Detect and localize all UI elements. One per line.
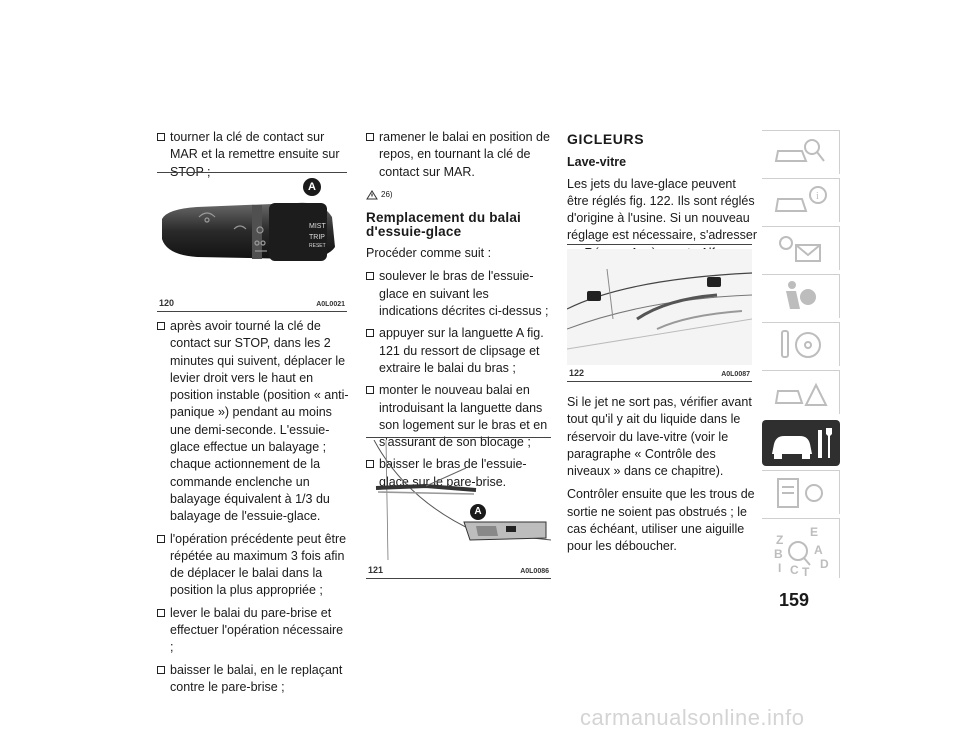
checkbox-bullet-icon — [366, 386, 374, 394]
stalk-label-reset: RESET — [309, 243, 326, 249]
intro-text: Procéder comme suit : — [366, 246, 492, 261]
airbag-person-icon — [762, 275, 840, 319]
tab-safety[interactable] — [762, 274, 840, 318]
paragraph: Si le jet ne sort pas, vérifier avant tout qu'il y ait du liquide dans le réservoir du lave-vitre (voir le paragraphe « Contrôle des niveaux » dans ce chapitre). — [567, 395, 752, 479]
warning-hand-icon — [366, 190, 378, 200]
svg-text:i: i — [816, 191, 819, 202]
tab-technical-data[interactable] — [762, 470, 840, 514]
index-letter: Z — [776, 533, 784, 547]
car-wrench-icon — [762, 420, 840, 466]
checkbox-bullet-icon — [366, 329, 374, 337]
stalk-label-mist: MIST — [309, 223, 326, 230]
car-warning-triangle-icon — [762, 371, 840, 415]
checkbox-bullet-icon — [366, 272, 374, 280]
subsection-heading: Lave-vitre — [567, 155, 627, 170]
paragraph: Contrôler ensuite que les trous de sortie ne soient pas obstrués ; le cas échéant, utiliser une aiguille pour les déboucher. — [567, 487, 755, 554]
checkbox-bullet-icon — [157, 322, 165, 330]
figure-code: A0L0087 — [721, 371, 750, 378]
figure-number: 122 — [569, 368, 585, 378]
list-item: ramener le balai en position de repos, en tournant la clé de contact sur MAR. — [366, 129, 551, 181]
figure-code: A0L0021 — [316, 301, 345, 308]
list-item: lever le balai du pare-brise et effectuer l'opération nécessaire ; — [157, 605, 349, 657]
wiper-blade-removal-illustration — [366, 440, 551, 560]
callout-a: A — [303, 178, 321, 196]
specs-gear-icon — [762, 471, 840, 515]
checkbox-bullet-icon — [157, 535, 165, 543]
figure-number: 121 — [368, 565, 384, 575]
index-letter: I — [778, 561, 782, 575]
list-item: tourner la clé de contact sur MAR et la remettre ensuite sur STOP ; — [157, 129, 347, 181]
section-heading: Remplacement du balai d'essuie-glace — [366, 210, 521, 240]
column-3-continued — [567, 394, 759, 562]
index-letter: D — [820, 557, 829, 571]
car-info-icon — [762, 179, 840, 223]
figure-code: A0L0086 — [520, 568, 549, 575]
index-letter: T — [802, 565, 810, 579]
tab-safety-info[interactable] — [762, 178, 840, 222]
callout-a: A — [470, 504, 486, 520]
column-1-continued — [157, 318, 349, 701]
page-number: 159 — [779, 590, 810, 610]
index-letter: A — [814, 543, 823, 557]
car-search-icon — [762, 131, 840, 175]
tab-starting-driving[interactable] — [762, 322, 840, 366]
list-item: monter le nouveau balai en introduisant la languette dans son logement sur le bras et en s'assurant de son blocage ; — [366, 382, 551, 451]
windshield-jets-illustration — [567, 249, 752, 365]
figure-120 — [157, 172, 347, 312]
list-item: l'opération précédente peut être répétée au maximum 3 fois afin de déplacer le balai dans la position la plus appropriée ; — [157, 531, 349, 600]
warning-note: 26) — [366, 186, 551, 203]
watermark: carmanualsonline.info — [580, 705, 805, 730]
tab-warning-lights[interactable] — [762, 226, 840, 270]
list-item: appuyer sur la languette A fig. 121 du ressort de clipsage et extraire le balai du bras ; — [366, 325, 551, 377]
checkbox-bullet-icon — [157, 666, 165, 674]
index-letter: C — [790, 563, 799, 577]
index-letter: B — [774, 547, 783, 561]
steering-key-icon — [762, 323, 840, 367]
list-item: soulever le bras de l'essuie-glace en suivant les indications décrites ci-dessus ; — [366, 268, 551, 320]
list-item: baisser le balai, en le replaçant contre le pare-brise ; — [157, 662, 349, 697]
list-item: après avoir tourné la clé de contact sur STOP, dans les 2 minutes qui suivent, déplacer le levier droit vers le haut en position instable (position « anti-panique ») pendant au moins une demi-seconde. L'essuie-glace effectue un balayage ; chaque actionnement de la commande enclenche un balayage équivalent à 1/3 du balayage de l'essuie-glace. — [157, 318, 349, 526]
paragraph: Les jets du lave-glace peuvent être réglés fig. 122. Ils sont réglés d'origine à l'usine. Si un nouveau réglage est nécessaire, s'adresser — [567, 176, 757, 243]
checkbox-bullet-icon — [157, 133, 165, 141]
list-item: baisser le bras de l'essuie-glace sur le pare-brise. — [366, 456, 551, 491]
tab-knowing-the-car[interactable] — [762, 130, 840, 174]
checkbox-bullet-icon — [366, 133, 374, 141]
index-letter: E — [810, 525, 819, 539]
tab-index[interactable] — [762, 518, 840, 578]
checkbox-bullet-icon — [157, 609, 165, 617]
figure-121 — [366, 437, 551, 579]
figure-number: 120 — [159, 298, 175, 308]
warning-light-message-icon — [762, 227, 840, 271]
tab-emergency[interactable] — [762, 370, 840, 414]
figure-122 — [567, 244, 752, 382]
section-heading: GICLEURS — [567, 131, 645, 147]
tab-maintenance[interactable] — [762, 420, 840, 466]
stalk-label-trip: TRIP — [309, 234, 325, 241]
